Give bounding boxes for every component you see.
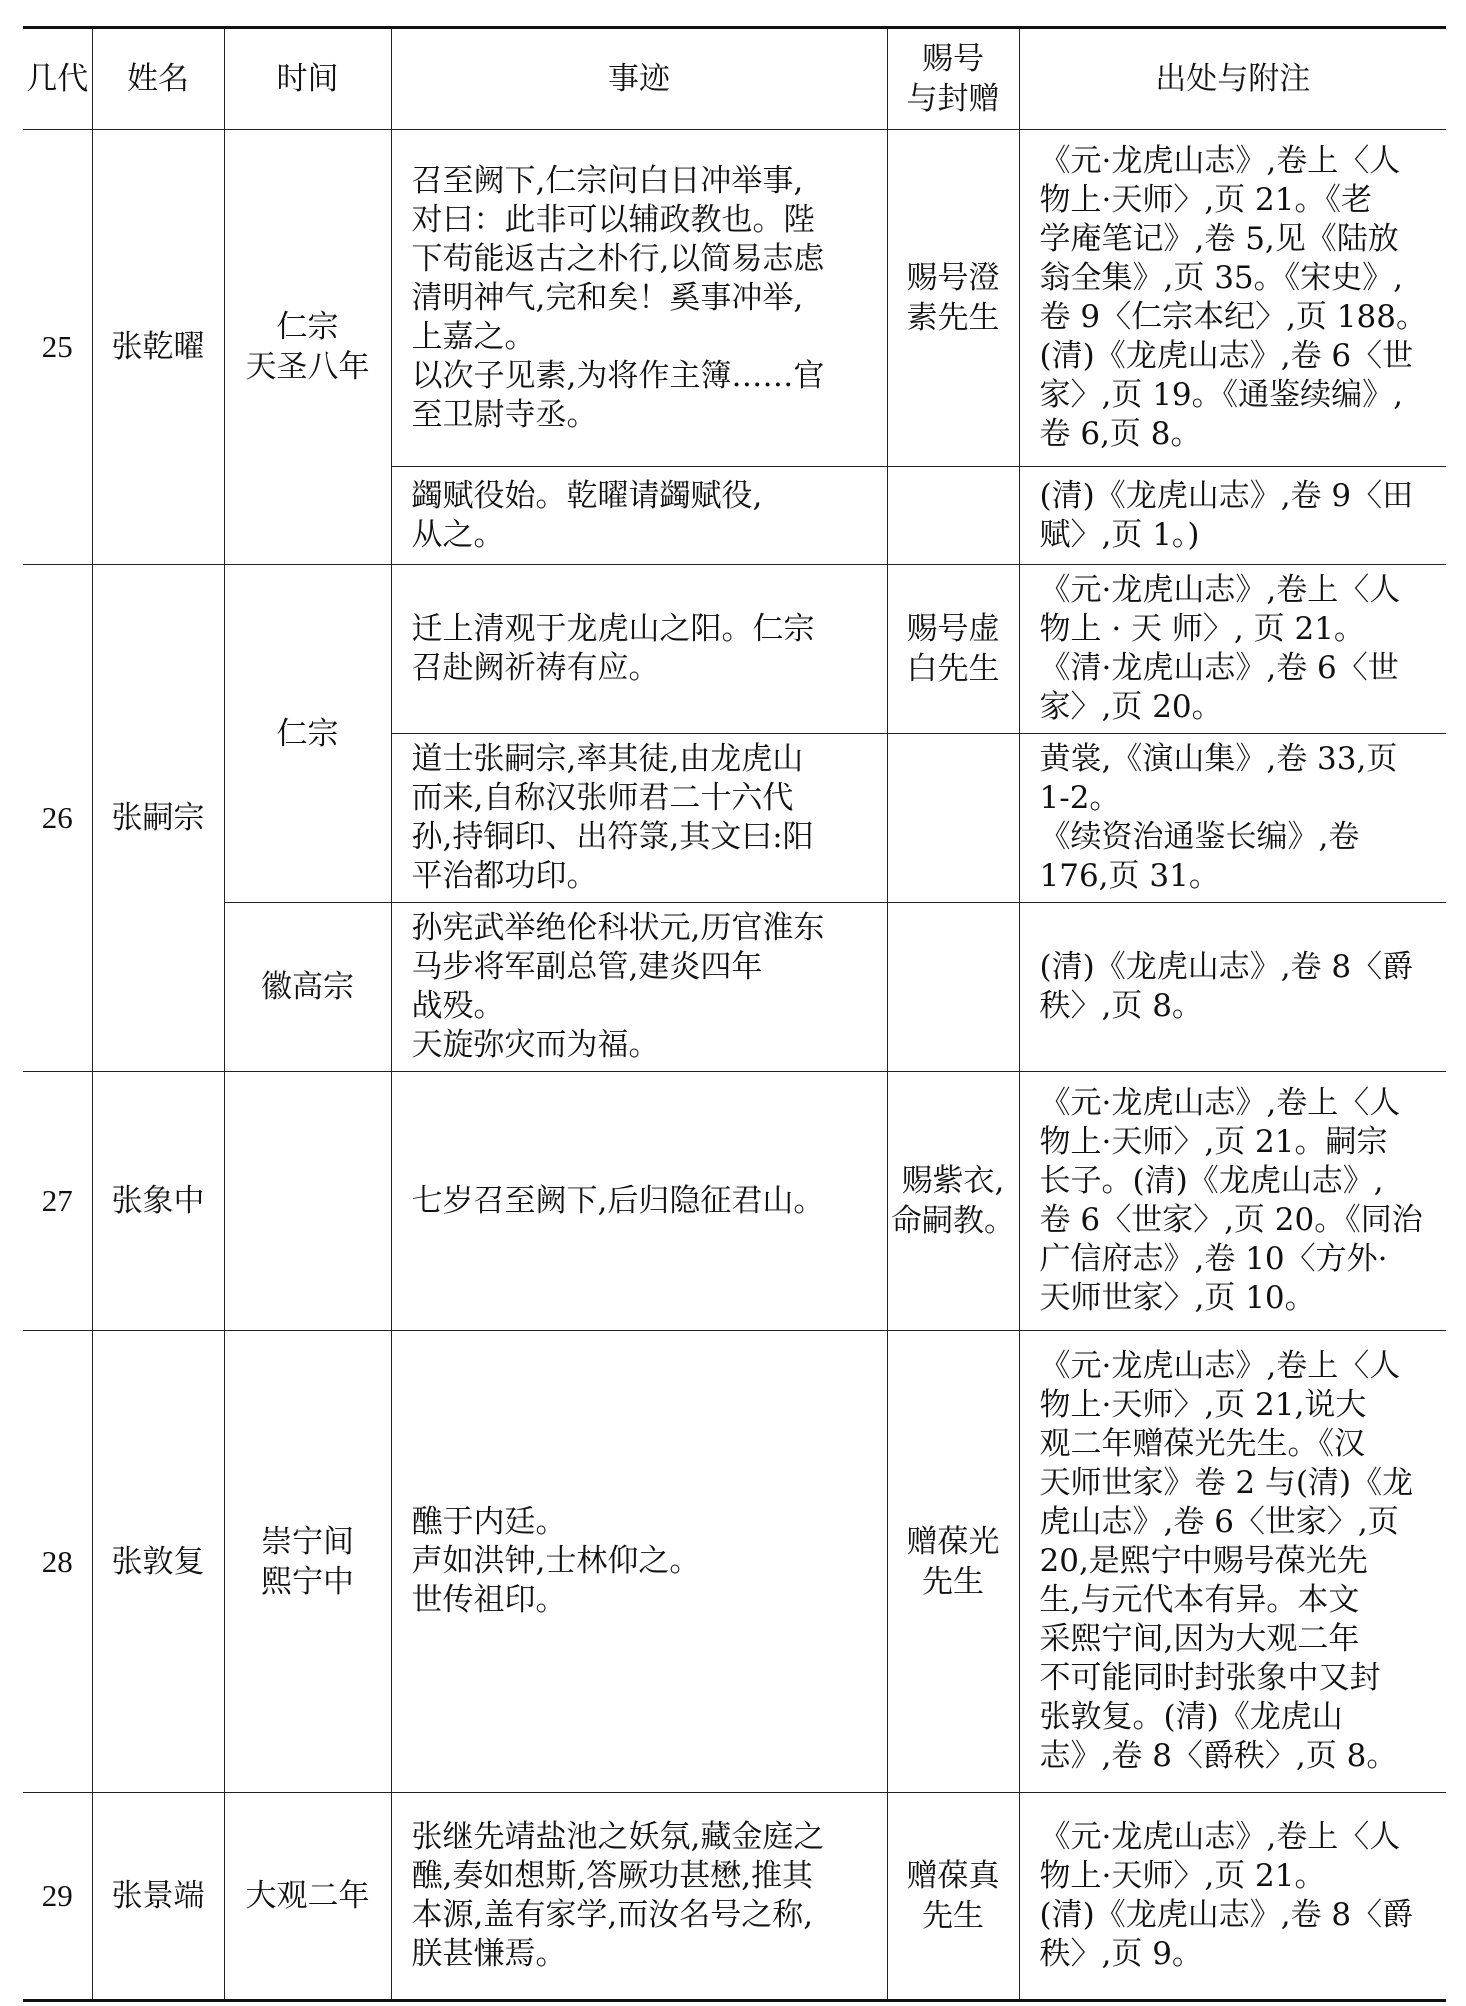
source-cell bbox=[1019, 1072, 1446, 1331]
text-line: 20,是熙宁中赐号葆光先 bbox=[1039, 1543, 1368, 1579]
text-line: 先生 bbox=[922, 1898, 984, 1934]
text-line: 虎山志》,卷 6〈世家〉,页 bbox=[1039, 1504, 1399, 1540]
text-line: 物上·天师〉,页 21,说大 bbox=[1039, 1387, 1367, 1423]
time-cell: 仁宗 bbox=[224, 565, 391, 903]
text-line: 赐紫衣, bbox=[901, 1163, 1005, 1199]
generation-cell: 27 bbox=[23, 1072, 92, 1331]
text-line: 天师世家》卷 2 与(清)《龙 bbox=[1039, 1465, 1414, 1501]
text-line: 《元·龙虎山志》,卷上〈人 bbox=[1039, 1348, 1401, 1384]
time-cell: 徽高宗 bbox=[224, 903, 391, 1072]
text-line: 召至阙下,仁宗问白日冲举事, bbox=[411, 162, 804, 199]
title-cell bbox=[887, 130, 1019, 467]
text-line: 家〉,页 20。 bbox=[1039, 689, 1223, 725]
text-line: 醮于内廷。 bbox=[411, 1504, 567, 1540]
deeds-cell bbox=[391, 734, 887, 903]
header-generation bbox=[23, 28, 92, 130]
text-line: 《元·龙虎山志》,卷上〈人 bbox=[1039, 1819, 1401, 1855]
source-cell bbox=[1019, 1331, 1446, 1793]
name-cell: 张敦复 bbox=[92, 1331, 224, 1793]
name-cell: 张嗣宗 bbox=[92, 565, 224, 1072]
deeds-cell bbox=[391, 903, 887, 1072]
text-line: 白先生 bbox=[906, 651, 1000, 687]
deeds-cell bbox=[391, 565, 887, 734]
header-deeds-text: 事迹 bbox=[608, 61, 670, 97]
generation-cell: 25 bbox=[23, 130, 92, 565]
source-cell bbox=[1019, 734, 1446, 903]
text-line: 广信府志》,卷 10〈方外· bbox=[1039, 1241, 1388, 1277]
text-line: 赐号澄 bbox=[906, 260, 1000, 296]
text-line: 声如洪钟,士林仰之。 bbox=[411, 1543, 701, 1579]
header-source bbox=[1019, 28, 1446, 130]
text-line: 天师世家〉,页 10。 bbox=[1039, 1280, 1316, 1316]
text-line: 下苟能返古之朴行,以简易志虑 bbox=[411, 240, 825, 277]
time-cell bbox=[224, 1793, 391, 2001]
text-line: 不可能同时封张象中又封 bbox=[1039, 1660, 1381, 1696]
text-line: 张敦复。(清)《龙虎山 bbox=[1039, 1699, 1343, 1735]
deeds-cell bbox=[391, 1793, 887, 2001]
text-line: 上嘉之。 bbox=[411, 318, 536, 355]
text-line: 翁全集》,页 35。《宋史》, bbox=[1039, 260, 1404, 296]
text-line: 赠葆真 bbox=[906, 1858, 1000, 1894]
text-line: 1-2。 bbox=[1039, 780, 1121, 816]
text-line: (清)《龙虎山志》,卷 8〈爵 bbox=[1039, 949, 1414, 985]
table-row bbox=[23, 565, 1446, 734]
time-cell bbox=[224, 1072, 391, 1331]
text-line: 赐号虚 bbox=[906, 611, 1000, 647]
text-line: 以次子见素,为将作主簿……官 bbox=[411, 357, 825, 394]
text-line: 生,与元代本有异。本文 bbox=[1039, 1582, 1360, 1618]
text-line: (清)《龙虎山志》,卷 8〈爵 bbox=[1039, 1897, 1414, 1933]
deeds-cell bbox=[391, 1331, 887, 1793]
text-line: 物上 · 天 师〉, 页 21。 bbox=[1039, 611, 1365, 647]
header-name bbox=[92, 28, 224, 130]
text-line: 道士张嗣宗,率其徒,由龙虎山 bbox=[411, 741, 804, 777]
text-line: 黄裳,《演山集》,卷 33,页 bbox=[1039, 741, 1398, 777]
text-line: 物上·天师〉,页 21。嗣宗 bbox=[1039, 1124, 1388, 1160]
header-name-text: 姓名 bbox=[127, 61, 189, 97]
text-line: 《元·龙虎山志》,卷上〈人 bbox=[1039, 572, 1401, 608]
source-cell bbox=[1019, 130, 1446, 467]
text-line: 秩〉,页 8。 bbox=[1039, 988, 1203, 1024]
text-line: 物上·天师〉,页 21。 bbox=[1039, 1858, 1326, 1894]
header-generation-text: 几代 bbox=[26, 61, 89, 97]
time-cell bbox=[224, 130, 391, 565]
table-row bbox=[23, 903, 1446, 1072]
generation-cell: 26 bbox=[23, 565, 92, 1072]
deeds-cell bbox=[391, 1072, 887, 1331]
text-line: 蠲赋役始。乾曜请蠲赋役, bbox=[411, 477, 763, 514]
text-line: (清)《龙虎山志》,卷 9〈田 bbox=[1039, 477, 1414, 514]
text-line: 观二年赠葆光先生。《汉 bbox=[1039, 1426, 1365, 1462]
text-line: 七岁召至阙下,后归隐征君山。 bbox=[411, 1182, 825, 1219]
text-line: 家〉,页 19。《通鉴续编》, bbox=[1039, 377, 1404, 413]
source-cell bbox=[1019, 467, 1446, 565]
table-row bbox=[23, 1331, 1446, 1793]
text-line: 赋〉,页 1。) bbox=[1039, 516, 1200, 553]
title-cell bbox=[887, 903, 1019, 1072]
text-line: 采熙宁间,因为大观二年 bbox=[1039, 1621, 1360, 1657]
text-line: 迁上清观于龙虎山之阳。仁宗 bbox=[411, 611, 815, 647]
header-title-line: 与封赠 bbox=[906, 81, 1000, 117]
text-line: 召赴阙祈祷有应。 bbox=[411, 650, 660, 686]
time-line: 崇宁间 bbox=[261, 1523, 354, 1560]
text-line: 志》,卷 8〈爵秩〉,页 8。 bbox=[1039, 1738, 1398, 1774]
title-cell bbox=[887, 1793, 1019, 2001]
text-line: 醮,奏如想斯,答厥功甚懋,推其 bbox=[411, 1858, 814, 1894]
title-cell bbox=[887, 734, 1019, 903]
deeds-cell bbox=[391, 130, 887, 467]
text-line: 世传祖印。 bbox=[411, 1582, 567, 1618]
text-line: 孙宪武举绝伦科状元,历官淮东 bbox=[411, 910, 825, 946]
table-row bbox=[23, 1793, 1446, 2001]
source-cell bbox=[1019, 565, 1446, 734]
text-line: 《清·龙虎山志》,卷 6〈世 bbox=[1039, 650, 1399, 686]
text-line: 素先生 bbox=[906, 300, 1000, 336]
text-line: 张继先靖盐池之妖氛,藏金庭之 bbox=[411, 1819, 825, 1855]
name-cell: 张象中 bbox=[92, 1072, 224, 1331]
name-cell: 张乾曜 bbox=[92, 130, 224, 565]
header-row bbox=[23, 28, 1446, 130]
source-cell bbox=[1019, 1793, 1446, 2001]
header-source-text: 出处与附注 bbox=[1155, 61, 1311, 97]
table-row bbox=[23, 130, 1446, 467]
text-line: 至卫尉寺丞。 bbox=[411, 396, 598, 433]
text-line: 战殁。 bbox=[411, 988, 505, 1024]
header-title-line: 赐号 bbox=[922, 41, 984, 77]
generation-cell: 28 bbox=[23, 1331, 92, 1793]
header-deeds bbox=[391, 28, 887, 130]
text-line: 卷 6〈世家〉,页 20。《同治 bbox=[1039, 1202, 1423, 1238]
text-line: 命嗣教。 bbox=[891, 1203, 1015, 1239]
text-line: 孙,持铜印、出符箓,其文曰:阳 bbox=[411, 819, 814, 855]
text-line: 朕甚慊焉。 bbox=[411, 1936, 567, 1972]
text-line: 长子。(清)《龙虎山志》, bbox=[1039, 1163, 1384, 1199]
text-line: 物上·天师〉,页 21。《老 bbox=[1039, 182, 1373, 218]
text-line: 赠葆光 bbox=[906, 1523, 1000, 1560]
deeds-cell bbox=[391, 467, 887, 565]
title-cell bbox=[887, 467, 1019, 565]
text-line: 《元·龙虎山志》,卷上〈人 bbox=[1039, 143, 1401, 179]
text-line: 《元·龙虎山志》,卷上〈人 bbox=[1039, 1085, 1401, 1121]
text-line: 天旋弥灾而为福。 bbox=[411, 1027, 660, 1063]
text-line: 先生 bbox=[922, 1563, 984, 1600]
header-time-text: 时间 bbox=[276, 61, 339, 97]
header-time bbox=[224, 28, 391, 130]
text-line: 本源,盖有家学,而汝名号之称, bbox=[411, 1897, 814, 1933]
source-cell bbox=[1019, 903, 1446, 1072]
time-line: 仁宗 bbox=[276, 309, 339, 345]
celestial-masters-table bbox=[23, 26, 1446, 2002]
text-line: 马步将军副总管,建炎四年 bbox=[411, 949, 763, 985]
text-line: 176,页 31。 bbox=[1039, 858, 1220, 894]
time-line: 熙宁中 bbox=[261, 1563, 354, 1600]
table-row bbox=[23, 1072, 1446, 1331]
text-line: 清明神气,完和矣！奚事冲举, bbox=[411, 279, 804, 316]
generation-cell: 29 bbox=[23, 1793, 92, 2001]
time-line: 天圣八年 bbox=[245, 349, 370, 385]
text-line: 平治都功印。 bbox=[411, 858, 598, 894]
text-line: 而来,自称汉张师君二十六代 bbox=[411, 780, 794, 816]
text-line: 秩〉,页 9。 bbox=[1039, 1936, 1203, 1972]
header-title bbox=[887, 28, 1019, 130]
text-line: 卷 6,页 8。 bbox=[1039, 416, 1202, 452]
text-line: 学庵笔记》,卷 5,见《陆放 bbox=[1039, 221, 1399, 257]
text-line: 卷 9〈仁宗本纪〉,页 188。 bbox=[1039, 299, 1427, 335]
text-line: 从之。 bbox=[411, 516, 505, 553]
text-line: 对曰：此非可以辅政教也。陛 bbox=[411, 201, 815, 238]
title-cell bbox=[887, 1072, 1019, 1331]
text-line: (清)《龙虎山志》,卷 6〈世 bbox=[1039, 338, 1414, 374]
text-line: 《续资治通鉴长编》,卷 bbox=[1039, 819, 1360, 855]
name-cell: 张景端 bbox=[92, 1793, 224, 2001]
time-cell bbox=[224, 1331, 391, 1793]
title-cell bbox=[887, 565, 1019, 734]
title-cell bbox=[887, 1331, 1019, 1793]
time-line: 大观二年 bbox=[245, 1878, 370, 1914]
